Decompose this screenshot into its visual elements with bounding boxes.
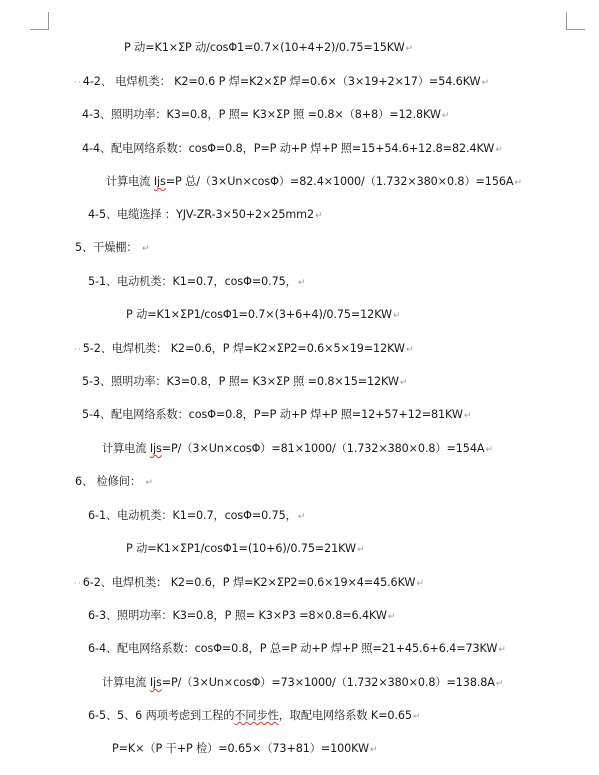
paragraph-mark: ↵	[297, 512, 306, 522]
paragraph-mark: ↵	[356, 545, 365, 555]
total-power-line: P=K×（P 干+P 检）=0.65×（73+81）=100KW↵	[112, 742, 378, 755]
section-5-1-line: 5-1、电动机类：K1=0.7，cosΦ=0.75，↵	[88, 275, 306, 288]
paragraph-mark: ↵	[495, 679, 504, 689]
paragraph-mark: ↵	[399, 378, 408, 388]
section-4-4-line: 4-4、配电网络系数：cosΦ=0.8，P=P 动+P 焊+P 照=15+54.6+12.8=82.4KW↵	[82, 142, 503, 155]
paragraph-mark: ↵	[514, 178, 522, 188]
top-left-crop-mark	[30, 12, 49, 30]
paragraph-mark: ↵	[145, 478, 153, 488]
current-calc-line-6: 计算电流 Ijs=P/（3×Un×cosΦ）=73×1000/（1.732×380×0.8）=138.8A↵	[102, 676, 504, 689]
section-6-1-line: 6-1、电动机类：K1=0.7，cosΦ=0.75，↵	[88, 509, 306, 522]
spellcheck-phrase: 不同步性	[234, 709, 279, 722]
paragraph-mark: ↵	[463, 411, 472, 421]
paragraph-mark: ↵	[405, 345, 414, 355]
leader-dots: ··	[74, 579, 82, 589]
section-5-2-line: ··5-2、电焊机类： K2=0.6，P 焊=K2×ΣP2=0.6×5×19=12KW↵	[74, 342, 414, 355]
section-6-2-line: ··6-2、电焊机类： K2=0.6，P 焊=K2×ΣP2=0.6×19×4=45.6KW↵	[74, 576, 424, 589]
paragraph-mark: ↵	[141, 244, 150, 254]
paragraph-mark: ↵	[297, 278, 306, 288]
section-4-2-line: ··4-2、 电焊机类： K2=0.6 P 焊=K2×ΣP 焊=0.6×（3×19+2×17）=54.6KW↵	[74, 75, 489, 88]
formula-line-5-1: P 动=K1×ΣP1/cosΦ1=0.7×(3+6+4)/0.75=12KW↵	[126, 308, 401, 321]
spellcheck-word: Ijs	[149, 676, 162, 689]
section-6-heading: 6、 检修间： ↵	[75, 475, 153, 488]
leader-dots: ··	[74, 78, 82, 88]
section-4-5-line: 4-5、电缆选择 ：YJV-ZR-3×50+2×25mm2↵	[88, 208, 323, 221]
section-6-3-line: 6-3、照明功率：K3=0.8，P 照= K3×P3 =8×0.8=6.4KW↵	[88, 609, 396, 622]
spellcheck-word: Ijs	[149, 442, 162, 455]
formula-line-1: P 动=K1×ΣP 动/cosΦ1=0.7×(10+4+2)/0.75=15KW↵	[124, 41, 413, 54]
paragraph-mark: ↵	[405, 44, 413, 54]
paragraph-mark: ↵	[412, 712, 421, 722]
paragraph-mark: ↵	[441, 111, 450, 121]
paragraph-mark: ↵	[314, 211, 323, 221]
paragraph-mark: ↵	[387, 612, 396, 622]
top-right-crop-mark	[566, 12, 585, 30]
paragraph-mark: ↵	[481, 78, 489, 88]
section-5-heading: 5、干燥棚： ↵	[75, 241, 150, 254]
section-6-5-line: 6-5、5、6 两项考虑到工程的不同步性，取配电网络系数 K=0.65↵	[88, 709, 421, 722]
spellcheck-word: Ijs	[153, 175, 166, 188]
leader-dots: ··	[74, 345, 82, 355]
section-4-3-line: 4-3、照明功率：K3=0.8，P 照= K3×ΣP 照 =0.8×（8+8）=12.8KW↵	[82, 108, 450, 121]
paragraph-mark: ↵	[369, 745, 378, 755]
current-calc-line-4: 计算电流 Ijs=P 总/（3×Un×cosΦ）=82.4×1000/（1.732×380×0.8）=156A↵	[106, 175, 522, 188]
current-calc-line-5: 计算电流 Ijs=P/（3×Un×cosΦ）=81×1000/（1.732×380×0.8）=154A↵	[102, 442, 493, 455]
paragraph-mark: ↵	[498, 645, 506, 655]
paragraph-mark: ↵	[485, 445, 493, 455]
section-6-4-line: 6-4、配电网络系数：cosΦ=0.8，P 总=P 动+P 焊+P 照=21+45.6+6.4=73KW↵	[88, 642, 506, 655]
section-5-4-line: 5-4、配电网络系数：cosΦ=0.8，P=P 动+P 焊+P 照=12+57+12=81KW↵	[82, 408, 472, 421]
paragraph-mark: ↵	[495, 145, 503, 155]
paragraph-mark: ↵	[416, 579, 424, 589]
section-5-3-line: 5-3、照明功率：K3=0.8，P 照= K3×ΣP 照 =0.8×15=12KW↵	[82, 375, 408, 388]
paragraph-mark: ↵	[393, 311, 401, 321]
formula-line-6-1: P 动=K1×ΣP1/cosΦ1=(10+6)/0.75=21KW↵	[126, 542, 365, 555]
